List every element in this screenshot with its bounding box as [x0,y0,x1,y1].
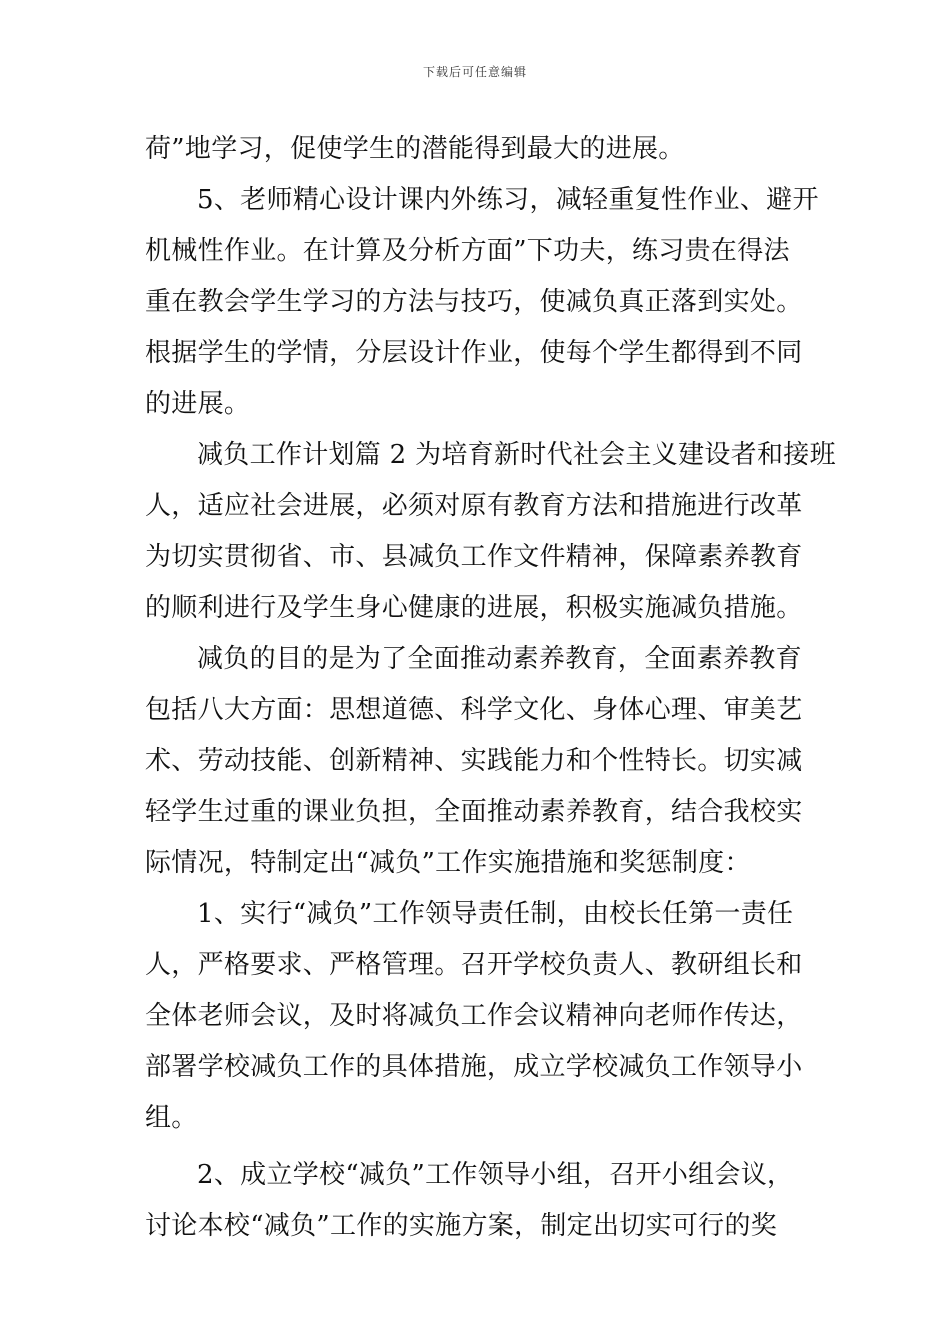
text-line: 的顺利进行及学生身心健康的进展，积极实施减负措施。 [145,593,803,623]
text-line: 重在教会学生学习的方法与技巧，使减负真正落到实处。 [145,287,803,317]
text-line: 组。 [145,1103,198,1133]
text-line: 的进展。 [145,389,251,419]
text-line: 根据学生的学情，分层设计作业，使每个学生都得到不同 [145,338,803,368]
text-line: 讨论本校“减负”工作的实施方案，制定出切实可行的奖 [145,1211,778,1241]
page-header: 下载后可任意编辑 [422,65,527,79]
text-line: 部署学校减负工作的具体措施，成立学校减负工作领导小 [145,1052,803,1082]
document-body [145,124,836,1252]
text-line: 减负工作计划篇 2 为培育新时代社会主义建设者和接班 [197,440,836,470]
text-line: 包括八大方面：思想道德、科学文化、身体心理、审美艺 [145,695,803,725]
text-line: 轻学生过重的课业负担，全面推动素养教育，结合我校实 [145,797,803,827]
text-line: 1、实行“减负”工作领导责任制，由校长任第一责任 [197,899,794,929]
text-line: 际情况，特制定出“减负”工作实施措施和奖惩制度： [145,848,751,878]
text-line: 机械性作业。在计算及分析方面”下功夫，练习贵在得法 [145,236,790,266]
text-line: 全体老师会议，及时将减负工作会议精神向老师作传达， [145,1001,803,1031]
text-line: 人，严格要求、严格管理。召开学校负责人、教研组长和 [145,950,803,980]
text-line: 人，适应社会进展，必须对原有教育方法和措施进行改革 [145,491,803,521]
text-line: 2、成立学校“减负”工作领导小组，召开小组会议， [197,1160,794,1190]
text-line: 5、老师精心设计课内外练习，减轻重复性作业、避开 [197,185,819,215]
text-line: 为切实贯彻省、市、县减负工作文件精神，保障素养教育 [145,542,803,572]
text-line: 荷”地学习，促使学生的潜能得到最大的进展。 [145,134,685,164]
text-line: 减负的目的是为了全面推动素养教育，全面素养教育 [197,644,802,674]
text-line: 术、劳动技能、创新精神、实践能力和个性特长。切实减 [145,746,803,776]
